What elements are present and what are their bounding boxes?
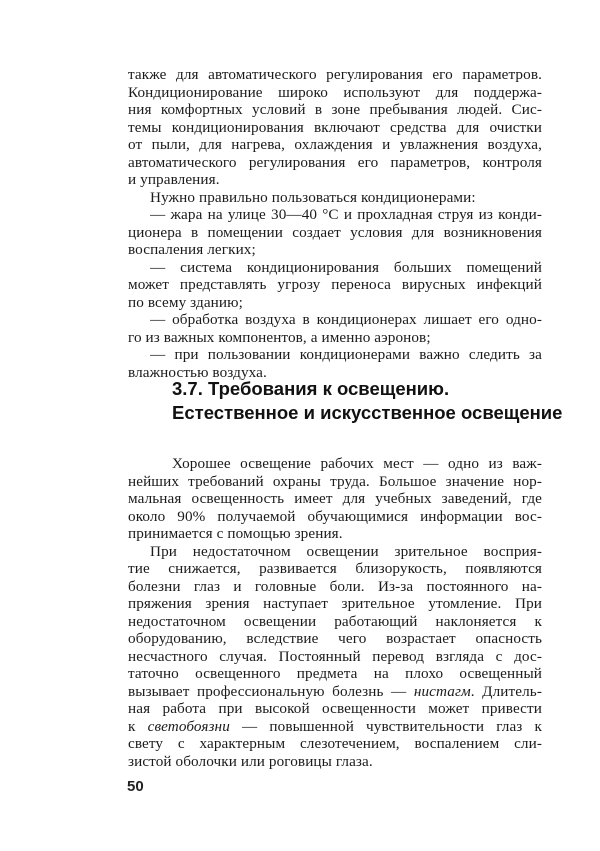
text-line: по всему зданию;: [128, 294, 243, 311]
section-heading-line2: Естественное и искусственное освещение: [172, 402, 563, 423]
text-line: го из важных компонентов, а именно аэронов;: [128, 329, 431, 346]
text-line: нейших требований охраны труда. Большое значение нор-: [128, 473, 542, 490]
text-segment: к: [128, 718, 148, 735]
section-heading-line1: 3.7. Требования к освещению.: [172, 378, 450, 399]
text-line: [128, 718, 542, 735]
text-line: таточно освещенного предмета на плохо освещенный: [128, 665, 542, 682]
text-line: Нужно правильно пользоваться кондиционерами:: [150, 189, 476, 206]
text-line: ная работа при высокой освещенности может привести: [128, 700, 542, 717]
text-line: ционера в помещении создает условия для возникновения: [128, 224, 542, 241]
text-segment: вызывает профессиональную болезнь —: [128, 683, 414, 700]
text-line: недостаточном освещении работающий наклоняется к: [128, 613, 542, 630]
text-line: Кондиционирование широко используют для поддержа-: [128, 84, 542, 101]
text-line: свету с характерным слезотечением, воспалением сли-: [128, 735, 542, 752]
text-line: — при пользовании кондиционерами важно следить за: [150, 346, 542, 363]
text-line: болезни глаз и головные боли. Из-за постоянного на-: [128, 578, 542, 595]
term-photophobia: светобоязни: [147, 718, 230, 735]
text-segment: — повышенной чувствительности глаз к: [229, 718, 542, 735]
text-line: При недостаточном освещении зрительное восприя-: [150, 543, 542, 560]
text-line: — обработка воздуха в кондиционерах лишает его одно-: [150, 311, 542, 328]
text-line: [128, 683, 542, 700]
text-line: — система кондиционирования больших помещений: [150, 259, 542, 276]
text-line: пряжения зрения наступает зрительное утомление. При: [128, 595, 542, 612]
text-line: ния комфортных условий в зоне пребывания людей. Сис-: [128, 101, 542, 118]
text-line: воспаления легких;: [128, 241, 256, 258]
text-line: Хорошее освещение рабочих мест — одно из важ-: [172, 455, 542, 472]
text-line: также для автоматического регулирования его параметров.: [128, 66, 542, 83]
text-line: оборудованию, вследствие чего возрастает опасность: [128, 630, 542, 647]
text-line: влажностью воздуха.: [128, 364, 267, 381]
text-line: темы кондиционирования включают средства для очистки: [128, 119, 542, 136]
text-line: мальная освещенность имеет для учебных заведений, где: [128, 490, 542, 507]
text-line: около 90% получаемой обучающимися информации вос-: [128, 508, 542, 525]
text-line: — жара на улице 30—40 °С и прохладная струя из конди-: [150, 206, 542, 223]
text-line: принимается с помощью зрения.: [128, 525, 343, 542]
text-line: от пыли, для нагрева, охлаждения и увлажнения воздуха,: [128, 136, 542, 153]
text-line: несчастного случая. Постоянный перевод взгляда с дос-: [128, 648, 542, 665]
text-line: может представлять угрозу переноса вирусных инфекций: [128, 276, 542, 293]
text-line: зистой оболочки или роговицы глаза.: [128, 753, 373, 770]
page-number: 50: [127, 778, 144, 795]
text-line: и управления.: [128, 171, 220, 188]
text-line: тие снижается, развивается близорукость, появляются: [128, 560, 542, 577]
term-nystagmus: нистагм: [413, 683, 471, 700]
text-segment: . Длитель-: [470, 683, 542, 700]
text-line: автоматического регулирования его параметров, контроля: [128, 154, 542, 171]
